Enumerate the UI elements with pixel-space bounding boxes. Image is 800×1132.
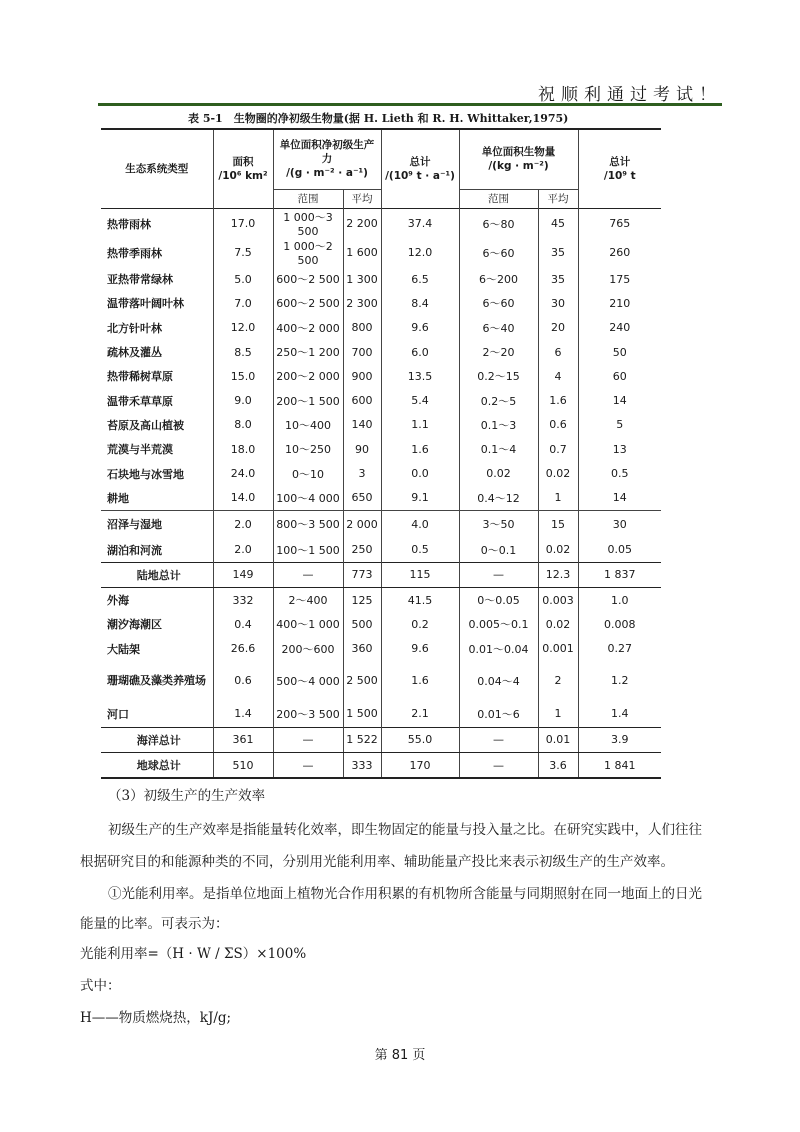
cell-total: 12.0 [381, 238, 459, 267]
cell-type: 陆地总计 [101, 562, 213, 587]
cell-biomass-range: 6～40 [459, 316, 538, 340]
col-header-avg2: 平均 [538, 189, 578, 208]
cell-biomass-avg: 35 [538, 238, 578, 267]
cell-total2: 13 [612, 442, 627, 456]
cell-npp-range: 200～1 500 [273, 388, 343, 412]
cell-total: 0.5 [381, 538, 459, 563]
table-caption: 表 5-1 生物圈的净初级生物量(据 H. Lieth 和 R. H. Whittaker,1975) [188, 112, 569, 125]
table-row [101, 291, 661, 315]
col-header-range: 范围 [273, 189, 343, 208]
cell-biomass-range: 0.2～5 [459, 388, 538, 412]
cell-biomass-avg: 1 [538, 701, 578, 728]
cell-npp-avg: 600 [343, 388, 381, 412]
table-row [101, 510, 661, 538]
cell-npp-avg: 2 000 [343, 510, 381, 538]
cell-biomass-avg: 1 [538, 486, 578, 511]
cell-npp-avg: 1 500 [343, 701, 381, 728]
cell-total2: 0.27 [607, 642, 632, 656]
table-row [101, 267, 661, 291]
cell-area: 149 [213, 562, 273, 587]
col-header-biomass-unit: /(kg · m⁻²) [488, 160, 549, 173]
cell-total: 6.5 [381, 267, 459, 291]
definition-h: H——物质燃烧热，kJ/g; [80, 1010, 232, 1026]
cell-total: 1.6 [381, 437, 459, 461]
cell-type: 耕地 [101, 486, 213, 511]
cell-type: 热带雨林 [101, 209, 213, 239]
table-row [101, 340, 661, 364]
cell-area: 5.0 [213, 267, 273, 291]
cell-total: 9.6 [381, 637, 459, 661]
cell-type: 大陆架 [101, 637, 213, 661]
cell-total2: 14 [612, 491, 627, 505]
cell-npp-range: 250～1 200 [273, 340, 343, 364]
col-header-area-label: 面积 [232, 156, 254, 168]
cell-type: 温带禾草草原 [101, 388, 213, 412]
cell-biomass-range: 3～50 [459, 510, 538, 538]
col-header-npp-label: 单位面积净初级生产力 [279, 139, 375, 166]
cell-total2: 175 [609, 272, 631, 286]
cell-biomass-range: 0.4～12 [459, 486, 538, 511]
cell-biomass-range: 0～0.05 [459, 587, 538, 612]
cell-total2: 1.2 [611, 674, 629, 688]
cell-biomass-avg: 0.02 [538, 461, 578, 485]
col-header-biomass-label: 单位面积生物量 [481, 146, 556, 159]
cell-total2: 1 841 [578, 752, 661, 778]
col-header-type [101, 129, 213, 209]
cell-total2: 14 [612, 394, 627, 408]
paragraph-2-line-1: ①光能利用率。是指单位地面上植物光合作用积累的有机物所含能量与同期照射在同一地面上的日光 [108, 886, 702, 902]
cell-npp-avg: 1 300 [343, 267, 381, 291]
col-header-npp-unit: /(g · m⁻² · a⁻¹) [286, 167, 368, 180]
cell-npp-avg: 2 500 [343, 661, 381, 701]
cell-area: 15.0 [213, 364, 273, 388]
cell-total: 55.0 [381, 727, 459, 752]
cell-area: 0.6 [213, 661, 273, 701]
cell-total: 6.0 [381, 340, 459, 364]
cell-biomass-range: 6～80 [459, 209, 538, 239]
cell-area: 26.6 [213, 637, 273, 661]
cell-npp-avg: 140 [343, 413, 381, 437]
cell-total: 0.2 [381, 612, 459, 636]
cell-type: 苔原及高山植被 [101, 413, 213, 437]
cell-npp-range: 100～1 500 [273, 538, 343, 563]
cell-total: 170 [381, 752, 459, 778]
table-row [101, 661, 661, 701]
table-row [101, 238, 661, 267]
table-row [101, 486, 661, 511]
cell-area: 332 [213, 587, 273, 612]
cell-npp-range: 10～400 [273, 413, 343, 437]
col-header-npp [273, 129, 381, 189]
cell-total: 1.6 [381, 661, 459, 701]
cell-type: 荒漠与半荒漠 [101, 437, 213, 461]
cell-type: 潮汐海潮区 [101, 612, 213, 636]
cell-npp-range: 200～2 000 [273, 364, 343, 388]
cell-total2: 0.008 [604, 617, 636, 631]
cell-type: 沼泽与湿地 [101, 510, 213, 538]
col-header-avg: 平均 [343, 189, 381, 208]
col-header-area-unit: /10⁶ km² [218, 170, 268, 182]
cell-biomass-range: 0.01～0.04 [459, 637, 538, 661]
cell-total2: 765 [609, 217, 631, 230]
cell-total: 9.1 [381, 486, 459, 511]
cell-biomass-avg: 0.003 [538, 587, 578, 612]
table-row [101, 413, 661, 437]
cell-total: 4.0 [381, 510, 459, 538]
cell-biomass-range: 0～0.1 [459, 538, 538, 563]
paragraph-2-line-2: 能量的比率。可表示为： [80, 916, 229, 932]
cell-total2: 210 [609, 296, 631, 310]
cell-biomass-avg: 20 [538, 316, 578, 340]
col-header-type-label: 生态系统类型 [125, 163, 189, 175]
cell-biomass-avg: 15 [538, 510, 578, 538]
table-row [101, 388, 661, 412]
cell-npp-range: — [273, 562, 343, 587]
cell-npp-range: — [273, 752, 343, 778]
cell-npp-avg: 900 [343, 364, 381, 388]
cell-biomass-avg: 0.01 [538, 727, 578, 752]
cell-npp-range: 600～2 500 [273, 267, 343, 291]
cell-type: 河口 [101, 701, 213, 728]
cell-npp-range: 1 000～2 500 [273, 238, 343, 267]
header-motto: 祝顺利通过考试！ [538, 85, 722, 105]
cell-biomass-range: 6～60 [459, 291, 538, 315]
col-header-biomass [459, 129, 578, 189]
table-row [101, 701, 661, 728]
cell-total: 41.5 [381, 587, 459, 612]
cell-npp-avg: 2 300 [343, 291, 381, 315]
cell-total2: 1.0 [611, 593, 629, 607]
cell-npp-avg: 3 [343, 461, 381, 485]
col-header-total-label: 总计 [409, 156, 431, 168]
cell-total2: 5 [616, 418, 624, 432]
cell-total2: 30 [612, 517, 627, 531]
cell-npp-avg: 125 [343, 587, 381, 612]
cell-biomass-avg: 0.02 [538, 612, 578, 636]
cell-area: 510 [213, 752, 273, 778]
cell-biomass-avg: 1.6 [538, 388, 578, 412]
cell-total2: 3.9 [578, 727, 661, 752]
cell-type: 外海 [101, 587, 213, 612]
table-row [101, 587, 661, 612]
cell-npp-avg: 800 [343, 316, 381, 340]
cell-area: 2.0 [213, 510, 273, 538]
cell-total: 5.4 [381, 388, 459, 412]
cell-area: 18.0 [213, 437, 273, 461]
cell-biomass-range: 2～20 [459, 340, 538, 364]
cell-npp-range: 10～250 [273, 437, 343, 461]
col-header-range2: 范围 [459, 189, 538, 208]
productivity-table-container [101, 128, 661, 779]
cell-type: 地球总计 [101, 752, 213, 778]
cell-type: 亚热带常绿林 [101, 267, 213, 291]
table-row [101, 461, 661, 485]
cell-area: 361 [213, 727, 273, 752]
cell-area: 17.0 [213, 209, 273, 239]
cell-npp-range: 0～10 [273, 461, 343, 485]
cell-type: 珊瑚礁及藻类养殖场 [101, 661, 213, 701]
cell-total: 13.5 [381, 364, 459, 388]
cell-npp-avg: 500 [343, 612, 381, 636]
formula-where-label: 式中： [80, 978, 121, 994]
cell-biomass-avg: 3.6 [538, 752, 578, 778]
table-row [101, 538, 661, 563]
cell-total: 2.1 [381, 701, 459, 728]
cell-npp-avg: 360 [343, 637, 381, 661]
cell-biomass-range: 0.02 [459, 461, 538, 485]
cell-biomass-range: 0.1～4 [459, 437, 538, 461]
cell-area: 0.4 [213, 612, 273, 636]
cell-area: 2.0 [213, 538, 273, 563]
cell-npp-avg: 333 [343, 752, 381, 778]
cell-type: 热带稀树草原 [101, 364, 213, 388]
table-row [101, 209, 661, 239]
cell-type: 疏林及灌丛 [101, 340, 213, 364]
cell-biomass-avg: 0.02 [538, 538, 578, 563]
cell-biomass-avg: 0.001 [538, 637, 578, 661]
cell-npp-range: 400～1 000 [273, 612, 343, 636]
cell-biomass-range: 0.005～0.1 [459, 612, 538, 636]
cell-area: 8.5 [213, 340, 273, 364]
productivity-table [101, 128, 661, 779]
cell-npp-avg: 650 [343, 486, 381, 511]
cell-biomass-range: 0.04～4 [459, 661, 538, 701]
cell-area: 14.0 [213, 486, 273, 511]
cell-npp-range: 600～2 500 [273, 291, 343, 315]
cell-total2: 1.4 [611, 707, 629, 721]
cell-area: 1.4 [213, 701, 273, 728]
cell-biomass-avg: 30 [538, 291, 578, 315]
cell-area: 24.0 [213, 461, 273, 485]
cell-type: 北方针叶林 [101, 316, 213, 340]
cell-npp-avg: 250 [343, 538, 381, 563]
cell-total2: 0.5 [611, 467, 629, 481]
formula: 光能利用率=（H · W / ΣS）×100% [80, 946, 307, 962]
cell-npp-avg: 773 [343, 562, 381, 587]
cell-biomass-range: 6～200 [459, 267, 538, 291]
cell-total: 115 [381, 562, 459, 587]
cell-area: 9.0 [213, 388, 273, 412]
cell-npp-range: 800～3 500 [273, 510, 343, 538]
earth-total-row [101, 752, 661, 778]
page-number: 第 81 页 [374, 1048, 426, 1063]
cell-total: 8.4 [381, 291, 459, 315]
table-row [101, 437, 661, 461]
table-row [101, 316, 661, 340]
cell-npp-range: 1 000～3 500 [273, 209, 343, 239]
cell-npp-range: — [273, 727, 343, 752]
cell-total2: 1 837 [578, 562, 661, 587]
cell-biomass-range: 0.2～15 [459, 364, 538, 388]
cell-area: 7.5 [213, 238, 273, 267]
cell-area: 12.0 [213, 316, 273, 340]
col-header-area [213, 129, 273, 209]
cell-npp-avg: 1 600 [343, 238, 381, 267]
col-header-total2 [578, 129, 661, 209]
cell-npp-range: 100～4 000 [273, 486, 343, 511]
cell-npp-avg: 2 200 [343, 209, 381, 239]
cell-type: 海洋总计 [101, 727, 213, 752]
cell-total: 1.1 [381, 413, 459, 437]
cell-type: 石块地与冰雪地 [101, 461, 213, 485]
cell-biomass-avg: 45 [538, 209, 578, 239]
cell-area: 8.0 [213, 413, 273, 437]
table-row [101, 637, 661, 661]
cell-npp-range: 200～3 500 [273, 701, 343, 728]
cell-total2: 60 [612, 369, 627, 383]
cell-type: 热带季雨林 [101, 238, 213, 267]
col-header-total2-unit: /10⁹ t [603, 170, 636, 182]
cell-biomass-range: — [459, 752, 538, 778]
col-header-total-unit: /(10⁹ t · a⁻¹) [385, 170, 455, 182]
cell-total: 37.4 [381, 209, 459, 239]
cell-biomass-range: 6～60 [459, 238, 538, 267]
cell-biomass-avg: 0.7 [538, 437, 578, 461]
cell-biomass-avg: 12.3 [538, 562, 578, 587]
cell-biomass-avg: 4 [538, 364, 578, 388]
ocean-total-row [101, 727, 661, 752]
col-header-total [381, 129, 459, 209]
table-row [101, 364, 661, 388]
cell-type: 温带落叶阔叶林 [101, 291, 213, 315]
cell-biomass-avg: 0.6 [538, 413, 578, 437]
cell-total2: 50 [612, 345, 627, 359]
cell-npp-avg: 700 [343, 340, 381, 364]
cell-biomass-avg: 2 [538, 661, 578, 701]
cell-total: 0.0 [381, 461, 459, 485]
table-row [101, 612, 661, 636]
cell-total: 9.6 [381, 316, 459, 340]
cell-biomass-range: 0.01～6 [459, 701, 538, 728]
cell-biomass-range: — [459, 727, 538, 752]
cell-total2: 0.05 [607, 543, 632, 557]
land-total-row [101, 562, 661, 587]
section-heading: （3）初级生产的生产效率 [108, 788, 266, 804]
cell-total2: 260 [609, 246, 631, 259]
header-divider [98, 103, 722, 106]
cell-npp-avg: 90 [343, 437, 381, 461]
cell-npp-range: 500～4 000 [273, 661, 343, 701]
cell-npp-avg: 1 522 [343, 727, 381, 752]
cell-biomass-avg: 35 [538, 267, 578, 291]
cell-biomass-avg: 6 [538, 340, 578, 364]
cell-area: 7.0 [213, 291, 273, 315]
cell-biomass-range: — [459, 562, 538, 587]
cell-biomass-range: 0.1～3 [459, 413, 538, 437]
paragraph-1-line-2: 根据研究目的和能源种类的不同，分别用光能利用率、辅助能量产投比来表示初级生产的生产效率。 [80, 854, 674, 870]
cell-total2: 240 [609, 321, 631, 335]
cell-npp-range: 200～600 [273, 637, 343, 661]
cell-npp-range: 2～400 [273, 587, 343, 612]
paragraph-1-line-1: 初级生产的生产效率是指能量转化效率，即生物固定的能量与投入量之比。在研究实践中，人们往往 [108, 822, 702, 838]
cell-npp-range: 400～2 000 [273, 316, 343, 340]
cell-type: 湖泊和河流 [101, 538, 213, 563]
col-header-total2-label: 总计 [609, 156, 631, 168]
